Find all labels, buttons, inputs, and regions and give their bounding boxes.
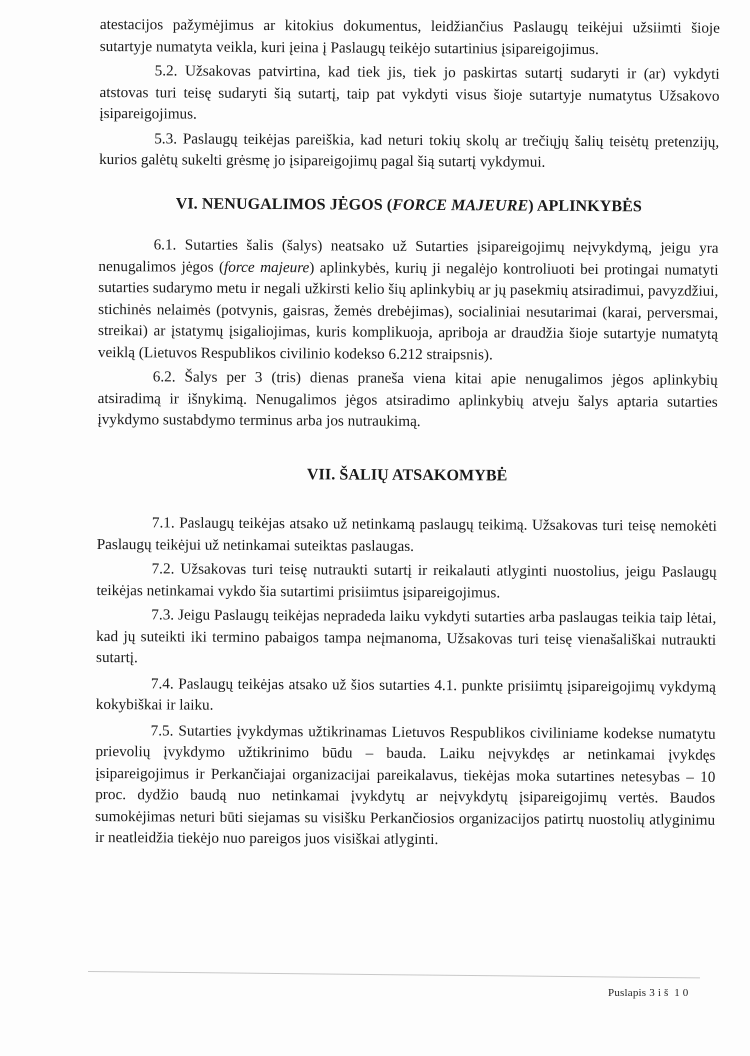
- section-6-heading-suffix: ) APLINKYBĖS: [528, 197, 643, 215]
- clause-7-3: 7.3. Jeigu Paslaugų teikėjas nepradeda laiku vykdyti sutarties arba paslaugas teikia taip lėtai, kad jų suteikti iki termino pabaigos tampa neįmanoma, Užsakovas turi teisę vienašališkai nutraukti sutartį.: [96, 606, 717, 667]
- clause-6-1: [98, 234, 719, 367]
- clause-7-1: 7.1. Paslaugų teikėjas atsako už netinkamą paslaugų teikimą. Užsakovas turi teisę nemokėti Paslaugų teikėjui už netinkamai suteiktas paslaugas.: [96, 514, 717, 555]
- clause-6-1-text-b: ) aplinkybės, kurių ji negalėjo kontroliuoti bei protingai numatyti sutarties sudarymo metu ir negali užkirsti kelio šių aplinkybių ar jų pasekmių atsiradimui, pavyzdžiui, stichinės nelaimės (potvynis, gaisras, žemės drebėjimas), socialiniai nesutarimai (karai, perversmai, streikai) ar įstatymų įsigaliojimas, kuris komplikuoja, apriboja ar draudžia šioje sutartyje numatytą veiklą (Lietuvos Respublikos civilinio kodekso 6.212 straipsnis).: [97, 258, 719, 363]
- clause-5-3: 5.3. Paslaugų teikėjas pareiškia, kad neturi tokių skolų ar trečiųjų šalių teisėtų pretenzijų, kurios galėtų sukelti grėsmę jo įsipareigojimų pagal šią sutartį vykdymui.: [99, 129, 720, 171]
- clause-7-2: 7.2. Užsakovas turi teisę nutraukti sutartį ir reikalauti atlyginti nuostolius, jeigu Paslaugų teikėjas netinkamai vykdo šia sutartimi prisiimtus įsipareigojimus.: [96, 560, 717, 601]
- section-6-heading-italic: FORCE MAJEURE: [392, 196, 529, 215]
- clause-5-2: 5.2. Užsakovas patvirtina, kad tiek jis, tiek jo paskirtas sutartį sudaryti ir (ar) vykdyti atstovas turi teisę sudaryti šią sutartį, taip pat vykdyti visus šioje sutartyje numatytus Užsakovo įsipareigojimus.: [99, 62, 720, 123]
- section-6-heading-prefix: VI. NENUGALIMOS JĖGOS (: [175, 194, 393, 214]
- page-of-label: iš: [657, 987, 672, 999]
- page-total: 10: [674, 987, 692, 999]
- page-number: [608, 987, 691, 999]
- footer-divider: [88, 971, 700, 978]
- section-6-heading: [99, 192, 719, 217]
- clause-7-4: 7.4. Paslaugų teikėjas atsako už šios sutarties 4.1. punkte prisiimtų įsipareigojimų vykdymą kokybiškai ir laiku.: [95, 674, 716, 714]
- clause-7-5: 7.5. Sutarties įvykdymas užtikrinamas Lietuvos Respublikos civiliniame kodekse numatytu prievolių įvykdymo užtikrinimo būdu – bauda. Laiku neįvykdęs ar netinkamai įvykdęs įsipareigojimus ir Perkančiajai organizacijai pareikalavus, tiekėjas moka sutartines netesybas – 10 proc. dydžio baudą nuo netinkamai įvykdytų ar neįvykdytų įsipareigojimų vertės. Baudos sumokėjimas neturi būti siejamas su visišku Perkančiosios organizacijos patirtų nuostolių atlyginimu ir neatleidžia tiekėjo nuo pareigos juos visiškai atlyginti.: [94, 721, 716, 849]
- clause-6-1-italic: force majeure: [224, 258, 310, 276]
- section-7-heading: VII. ŠALIŲ ATSAKOMYBĖ: [306, 465, 508, 484]
- clause-6-2: 6.2. Šalys per 3 (tris) dienas praneša viena kitai apie nenugalimos jėgos aplinkybių atsiradimą ir išnykimą. Nenugalimos jėgos atsiradimo aplinkybių atveju šalys aptaria sutarties įvykdymo sustabdymo terminus arba jos nutraukimą.: [97, 368, 718, 430]
- page-label: Puslapis 3: [608, 987, 655, 999]
- clause-6-1-text-a: 6.1. Sutarties šalis (šalys) neatsako už Sutarties įsipareigojimų neįvykdymą, jeigu yra nenugalimos jėgos (: [98, 236, 719, 276]
- paragraph-continuation: atestacijos pažymėjimus ar kitokius dokumentus, leidžiančius Paslaugų teikėjui užsiimti šioje sutartyje numatyta veikla, kuri įeina į Paslaugų teikėjo sutartinius įsipareigojimus.: [99, 15, 720, 58]
- document-body: [95, 14, 720, 855]
